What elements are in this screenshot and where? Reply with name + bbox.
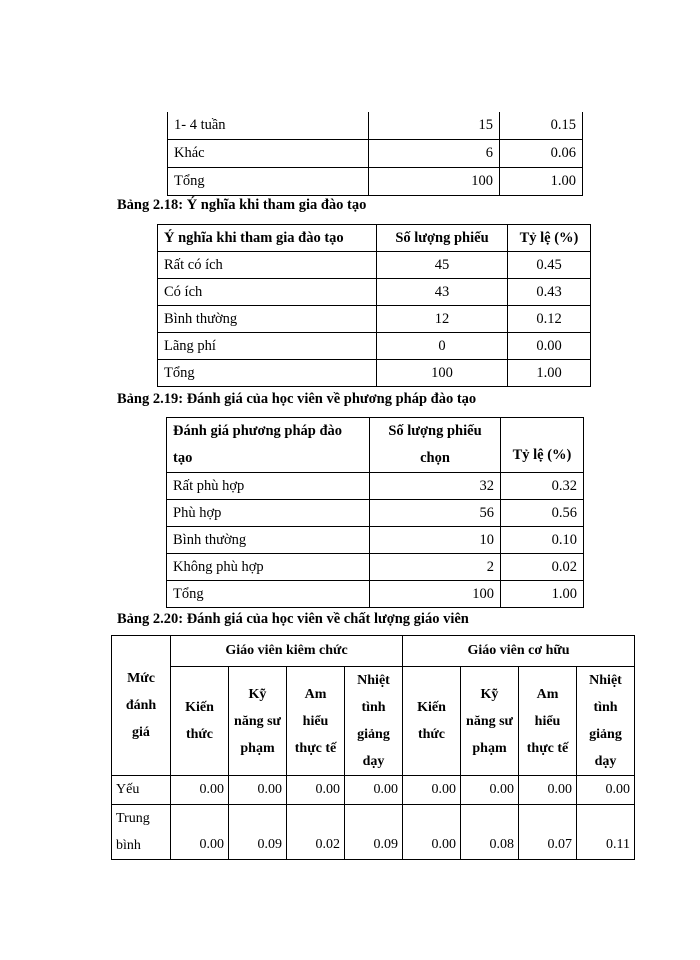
row-label: Có ích — [158, 279, 377, 306]
row-value: 0.00 — [577, 776, 635, 805]
header-count: Số lượng phiếu chọn — [370, 418, 501, 473]
header-enthusiasm: Nhiệt tình giảng dạy — [577, 667, 635, 776]
table-row — [167, 554, 584, 581]
header-pedagogy: Kỹ năng sư phạm — [461, 667, 519, 776]
table-row — [158, 333, 591, 360]
table-row — [167, 500, 584, 527]
row-value: 0.00 — [171, 776, 229, 805]
table-218-caption: Bảng 2.18: Ý nghĩa khi tham gia đào tạo — [117, 197, 367, 213]
row-count: 100 — [377, 360, 508, 387]
training-method-table — [166, 417, 584, 608]
row-value: 0.00 — [403, 805, 461, 860]
row-count: 56 — [370, 500, 501, 527]
row-value: 0.00 — [519, 776, 577, 805]
table-219-caption: Bảng 2.19: Đánh giá của học viên về phương pháp đào tạo — [117, 391, 477, 407]
row-label: Khác — [168, 140, 369, 168]
table-220-caption: Bảng 2.20: Đánh giá của học viên về chất lượng giáo viên — [117, 611, 469, 627]
row-label: Bình thường — [167, 527, 370, 554]
header-row — [167, 418, 584, 473]
row-label: Phù hợp — [167, 500, 370, 527]
row-ratio: 0.45 — [508, 252, 591, 279]
table-row — [158, 252, 591, 279]
row-count: 12 — [377, 306, 508, 333]
table-row — [112, 805, 635, 860]
header-knowledge: Kiến thức — [403, 667, 461, 776]
row-value: 0.11 — [577, 805, 635, 860]
row-label: Tổng — [167, 581, 370, 608]
header-method: Đánh giá phương pháp đào tạo — [167, 418, 370, 473]
table-row — [168, 140, 583, 168]
table-row — [167, 527, 584, 554]
row-count: 2 — [370, 554, 501, 581]
row-label: Rất phù hợp — [167, 473, 370, 500]
row-label: Tổng — [168, 168, 369, 196]
row-value: 0.00 — [461, 776, 519, 805]
row-value: 0.00 — [403, 776, 461, 805]
row-count: 32 — [370, 473, 501, 500]
row-value: 0.00 — [345, 776, 403, 805]
row-value: 0.07 — [519, 805, 577, 860]
row-label: Yếu — [112, 776, 171, 805]
row-label: 1- 4 tuần — [168, 112, 369, 140]
table-row — [167, 581, 584, 608]
meaning-of-training-table — [157, 224, 591, 387]
row-count: 6 — [369, 140, 500, 168]
header-enthusiasm: Nhiệt tình giảng dạy — [345, 667, 403, 776]
row-value: 0.02 — [287, 805, 345, 860]
row-label: Không phù hợp — [167, 554, 370, 581]
row-ratio: 0.32 — [501, 473, 584, 500]
row-label: Trung bình — [112, 805, 171, 860]
continued-duration-table — [167, 112, 583, 196]
header-ratio: Tỷ lệ (%) — [508, 225, 591, 252]
table-row — [167, 473, 584, 500]
row-count: 45 — [377, 252, 508, 279]
row-ratio: 0.06 — [500, 140, 583, 168]
header-part-time-teachers: Giáo viên kiêm chức — [171, 636, 403, 667]
row-ratio: 0.43 — [508, 279, 591, 306]
row-label: Lãng phí — [158, 333, 377, 360]
header-pedagogy: Kỹ năng sư phạm — [229, 667, 287, 776]
row-value: 0.09 — [345, 805, 403, 860]
row-count: 0 — [377, 333, 508, 360]
row-ratio: 1.00 — [508, 360, 591, 387]
row-ratio: 0.56 — [501, 500, 584, 527]
header-count: Số lượng phiếu — [377, 225, 508, 252]
sub-header-row — [112, 667, 635, 776]
header-knowledge: Kiến thức — [171, 667, 229, 776]
row-value: 0.00 — [171, 805, 229, 860]
row-ratio: 0.02 — [501, 554, 584, 581]
header-ratio: Tỷ lệ (%) — [501, 418, 584, 473]
row-count: 43 — [377, 279, 508, 306]
table-row — [112, 776, 635, 805]
row-ratio: 0.00 — [508, 333, 591, 360]
row-ratio: 0.15 — [500, 112, 583, 140]
row-value: 0.00 — [229, 776, 287, 805]
table-row — [158, 360, 591, 387]
row-value: 0.09 — [229, 805, 287, 860]
row-count: 15 — [369, 112, 500, 140]
table-row — [168, 168, 583, 196]
header-practical: Am hiểu thực tế — [519, 667, 577, 776]
header-row — [158, 225, 591, 252]
group-header-row — [112, 636, 635, 667]
header-meaning: Ý nghĩa khi tham gia đào tạo — [158, 225, 377, 252]
row-label: Tổng — [158, 360, 377, 387]
table-row — [158, 279, 591, 306]
row-count: 100 — [369, 168, 500, 196]
row-count: 100 — [370, 581, 501, 608]
table-row — [168, 112, 583, 140]
header-rating-level: Mức đánh giá — [112, 636, 171, 776]
row-ratio: 0.10 — [501, 527, 584, 554]
row-ratio: 1.00 — [500, 168, 583, 196]
row-value: 0.00 — [287, 776, 345, 805]
row-count: 10 — [370, 527, 501, 554]
header-practical: Am hiểu thực tế — [287, 667, 345, 776]
row-ratio: 0.12 — [508, 306, 591, 333]
row-label: Bình thường — [158, 306, 377, 333]
teacher-quality-table — [111, 635, 635, 860]
row-ratio: 1.00 — [501, 581, 584, 608]
table-row — [158, 306, 591, 333]
row-label: Rất có ích — [158, 252, 377, 279]
row-value: 0.08 — [461, 805, 519, 860]
header-permanent-teachers: Giáo viên cơ hữu — [403, 636, 635, 667]
